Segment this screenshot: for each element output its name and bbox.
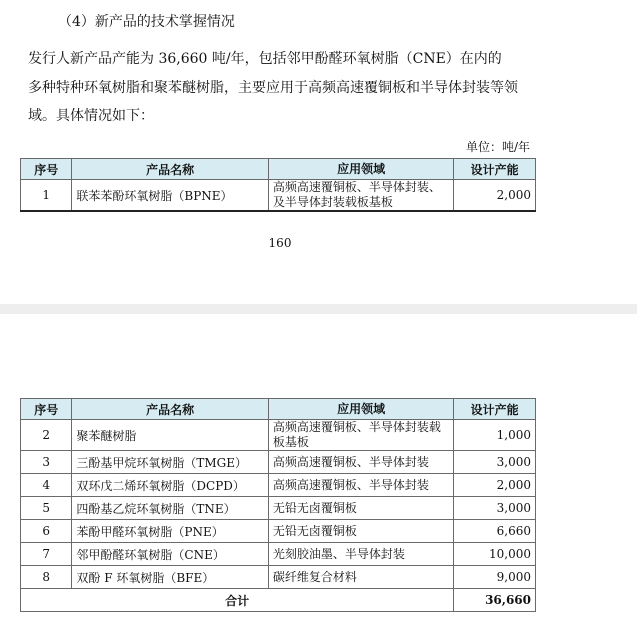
row-no: 3 bbox=[21, 451, 72, 474]
row-application: 碳纤维复合材料 bbox=[268, 566, 453, 589]
paragraph-line-3: 域。具体情况如下： bbox=[28, 108, 154, 124]
header-application: 应用领域 bbox=[268, 399, 453, 420]
row-no: 4 bbox=[21, 474, 72, 497]
table-row bbox=[21, 543, 536, 566]
row-product-name: 双酚 F 环氧树脂（BFE） bbox=[72, 566, 269, 589]
row-capacity: 2,000 bbox=[454, 180, 536, 212]
table-header-row bbox=[21, 159, 536, 180]
row-application: 高频高速覆铜板、半导体封装载板基板 bbox=[268, 420, 453, 451]
row-capacity: 3,000 bbox=[454, 451, 536, 474]
table-row bbox=[21, 420, 536, 451]
row-capacity: 6,660 bbox=[454, 520, 536, 543]
page-number: 160 bbox=[268, 236, 292, 250]
row-capacity: 3,000 bbox=[454, 497, 536, 520]
row-no: 6 bbox=[21, 520, 72, 543]
header-application: 应用领域 bbox=[268, 159, 453, 180]
section-heading: （4）新产品的技术掌握情况 bbox=[58, 14, 235, 30]
row-capacity: 10,000 bbox=[454, 543, 536, 566]
row-application: 高频高速覆铜板、半导体封装 bbox=[268, 474, 453, 497]
header-capacity: 设计产能 bbox=[454, 159, 536, 180]
total-row bbox=[21, 589, 536, 612]
row-product-name: 苯酚甲醛环氧树脂（PNE） bbox=[72, 520, 269, 543]
total-value: 36,660 bbox=[454, 589, 536, 612]
table-row bbox=[21, 566, 536, 589]
product-table-part-1 bbox=[20, 158, 536, 212]
header-no: 序号 bbox=[21, 159, 72, 180]
table-header-row bbox=[21, 399, 536, 420]
header-capacity: 设计产能 bbox=[454, 399, 536, 420]
header-no: 序号 bbox=[21, 399, 72, 420]
table-row bbox=[21, 474, 536, 497]
row-product-name: 聚苯醚树脂 bbox=[72, 420, 269, 451]
row-application: 无铅无卤覆铜板 bbox=[268, 497, 453, 520]
row-capacity: 1,000 bbox=[454, 420, 536, 451]
unit-label: 单位：吨/年 bbox=[465, 140, 530, 154]
row-product-name: 联苯苯酚环氧树脂（BPNE） bbox=[72, 180, 269, 212]
row-no: 2 bbox=[21, 420, 72, 451]
row-capacity: 2,000 bbox=[454, 474, 536, 497]
header-product-name: 产品名称 bbox=[72, 399, 269, 420]
page-break bbox=[0, 304, 637, 314]
row-application: 光刻胶油墨、半导体封装 bbox=[268, 543, 453, 566]
row-no: 1 bbox=[21, 180, 72, 212]
row-product-name: 三酚基甲烷环氧树脂（TMGE） bbox=[72, 451, 269, 474]
row-product-name: 四酚基乙烷环氧树脂（TNE） bbox=[72, 497, 269, 520]
row-application: 高频高速覆铜板、半导体封装 bbox=[268, 451, 453, 474]
row-product-name: 邻甲酚醛环氧树脂（CNE） bbox=[72, 543, 269, 566]
table-row bbox=[21, 520, 536, 543]
paragraph-line-1: 发行人新产品产能为 36,660 吨/年，包括邻甲酚醛环氧树脂（CNE）在内的 bbox=[28, 51, 502, 67]
total-label: 合计 bbox=[21, 589, 454, 612]
row-no: 5 bbox=[21, 497, 72, 520]
row-product-name: 双环戊二烯环氧树脂（DCPD） bbox=[72, 474, 269, 497]
product-table-part-2 bbox=[20, 398, 536, 612]
paragraph-line-2: 多种特种环氧树脂和聚苯醚树脂，主要应用于高频高速覆铜板和半导体封装等领 bbox=[28, 80, 518, 96]
table-row bbox=[21, 180, 536, 212]
row-no: 7 bbox=[21, 543, 72, 566]
table-row bbox=[21, 497, 536, 520]
row-no: 8 bbox=[21, 566, 72, 589]
header-product-name: 产品名称 bbox=[72, 159, 269, 180]
row-application: 无铅无卤覆铜板 bbox=[268, 520, 453, 543]
row-capacity: 9,000 bbox=[454, 566, 536, 589]
table-row bbox=[21, 451, 536, 474]
row-application: 高频高速覆铜板、半导体封装、及半导体封装载板基板 bbox=[268, 180, 453, 212]
